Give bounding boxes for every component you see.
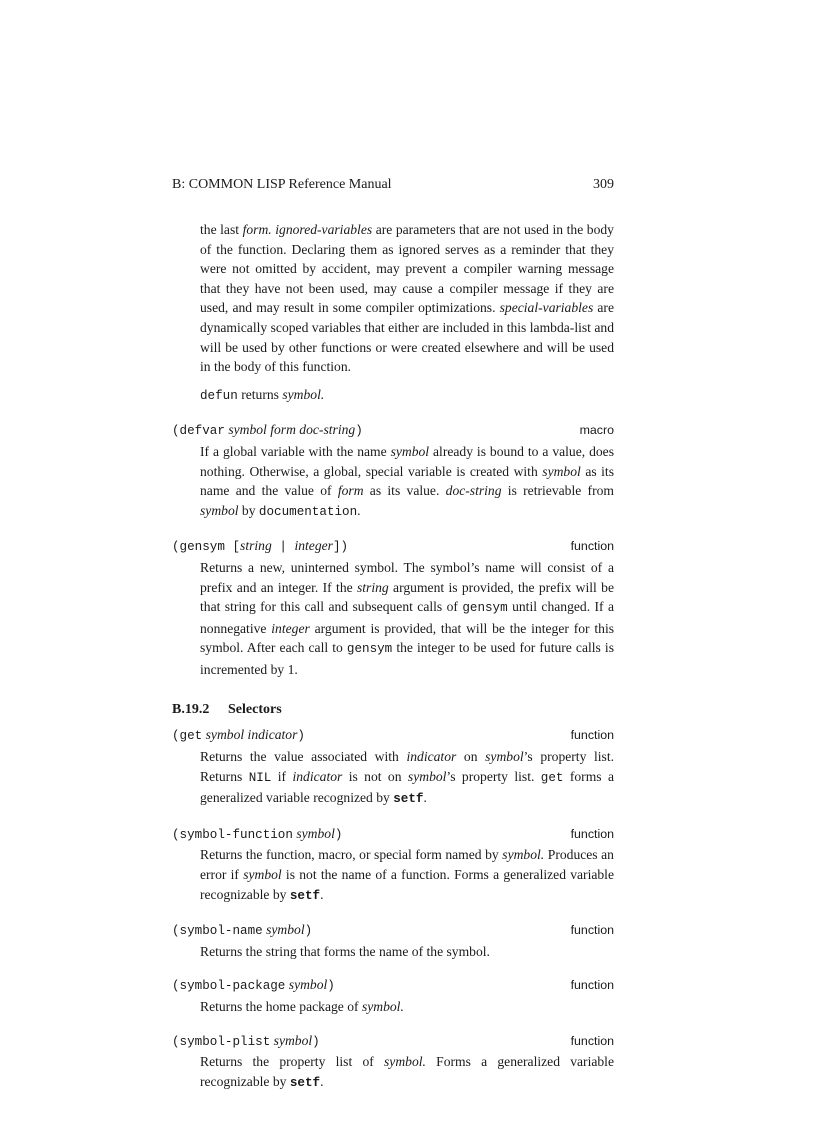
description-defvar: If a global variable with the name symbol already is bound to a value, does nothing. Otherwise, a global, special variable is created with symbol as its name and the value of form as its value. doc-string is retrievable from symbol by documentation. — [200, 443, 615, 519]
intro-paragraph: the last form. ignored-variables are parameters that are not used in the body of the function. Declaring them as ignored serves as a reminder that they were not omitted by accident, may prevent a compiler warning message that they have not been used, may cause a compiler message if they are used, and may result in some compiler optimizations. special-variables are dynamically scoped variables that either are included in this lambda-list and will be used by other functions or were created elsewhere and will be used in the body of this function. — [200, 222, 614, 375]
kind-label: function — [570, 539, 614, 554]
signature-gensym: (gensym [string | integer]) function — [172, 536, 614, 558]
page-number: 309 — [593, 177, 614, 192]
section-number: B.19.2 — [172, 702, 210, 718]
description-symbol-function: Returns the function, macro, or special form named by symbol. Produces an error if symbol is not the name of a function. Forms a generalized variable recognizable by setf. — [200, 847, 614, 903]
entry-symbol-package — [172, 975, 614, 1016]
description-gensym: Returns a new, uninterned symbol. The symbol’s name will consist of a prefix and an integer. If the string argument is provided, the prefix will be that string for this call and subsequent calls of gensym until changed. If a nonnegative integer argument is provided, that will be the integer for this symbol. After each call to gensym the integer to be used for future calls is incremented by 1. — [200, 559, 615, 677]
description-symbol-name: Returns the string that forms the name of the symbol. — [200, 943, 490, 959]
header-title: B: COMMON LISP Reference Manual — [172, 177, 392, 192]
entry-get — [172, 725, 614, 809]
entry-gensym — [172, 536, 614, 679]
kind-label: macro — [579, 423, 614, 438]
signature-get: (get symbol indicator) function — [172, 725, 614, 747]
signature-symbol-function: (symbol-function symbol) function — [172, 824, 614, 846]
defun-returns-line: defun returns symbol. — [200, 386, 325, 403]
section-heading — [172, 700, 614, 719]
description-get: Returns the value associated with indicator on symbol’s property list. Returns NIL if indicator is not on symbol’s property list. get forms a generalized variable recognized by setf. — [200, 749, 615, 807]
entry-defvar — [172, 420, 614, 522]
kind-label: function — [570, 826, 614, 841]
section-title: Selectors — [228, 702, 282, 718]
description-symbol-plist: Returns the property list of symbol. Forms a generalized variable recognizable by setf. — [200, 1054, 614, 1090]
kind-label: function — [570, 728, 614, 743]
signature-symbol-name: (symbol-name symbol) function — [172, 920, 614, 942]
signature-symbol-package: (symbol-package symbol) function — [172, 975, 614, 997]
signature-defvar: (defvar symbol form doc-string) macro — [172, 420, 614, 442]
kind-label: function — [570, 1033, 614, 1048]
entry-symbol-name — [172, 920, 614, 961]
running-header — [172, 176, 614, 194]
kind-label: function — [570, 978, 614, 993]
entry-symbol-plist — [172, 1031, 614, 1094]
entry-symbol-function — [172, 824, 614, 906]
kind-label: function — [570, 923, 614, 938]
description-symbol-package: Returns the home package of symbol. — [200, 999, 404, 1014]
page — [172, 176, 614, 1093]
signature-symbol-plist: (symbol-plist symbol) function — [172, 1031, 614, 1053]
